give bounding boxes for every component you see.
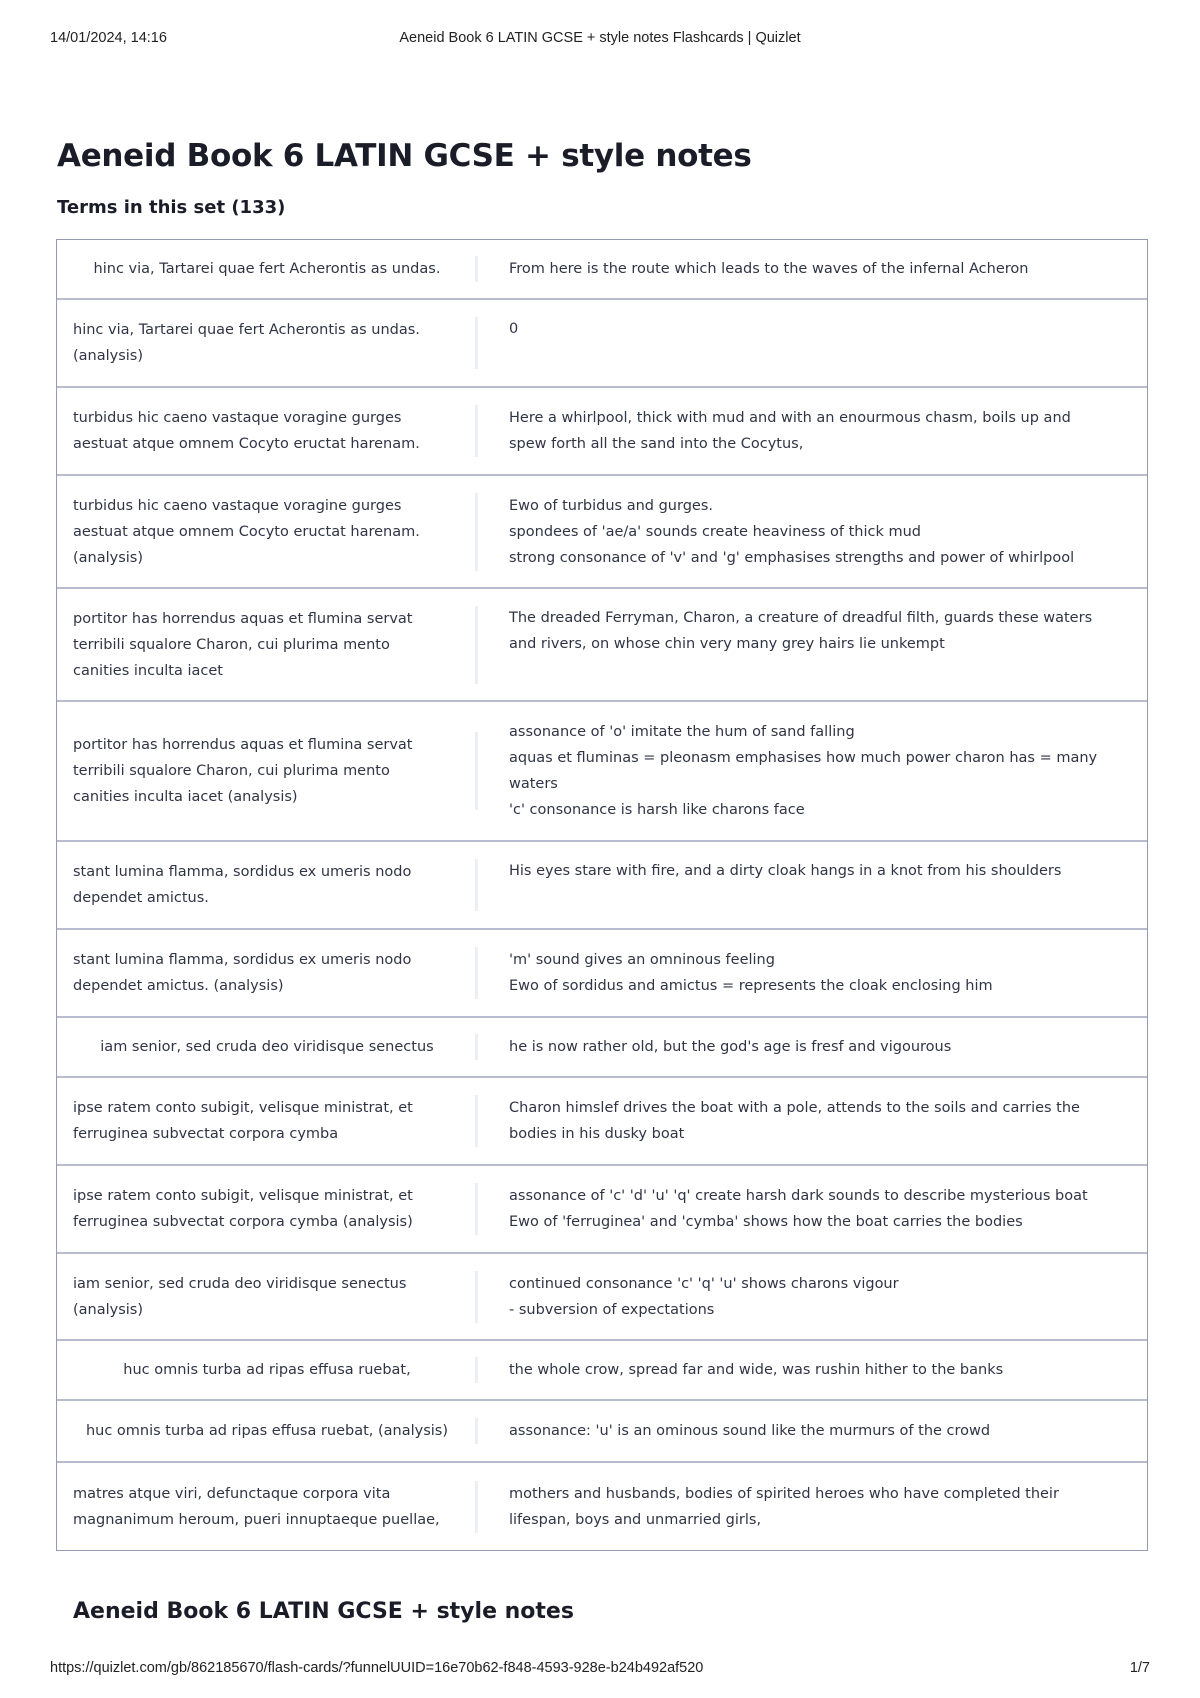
flashcard-row [57, 842, 1147, 930]
card-term: iam senior, sed cruda deo viridisque senectus (analysis) [57, 1271, 478, 1323]
card-definition: Ewo of turbidus and gurges. spondees of 'ae/a' sounds create heaviness of thick mud strong consonance of 'v' and 'g' emphasises strengths and power of whirlpool [509, 497, 1075, 566]
terms-count-heading: Terms in this set (133) [57, 197, 286, 218]
print-header [50, 30, 1150, 50]
card-definition: mothers and husbands, bodies of spirited heroes who have completed their lifespan, boys and unmarried girls, [509, 1485, 1059, 1528]
card-definition: Charon himslef drives the boat with a pole, attends to the soils and carries the bodies in his dusky boat [509, 1100, 1080, 1142]
next-section-title: Aeneid Book 6 LATIN GCSE + style notes [73, 1599, 574, 1624]
card-term: hinc via, Tartarei quae fert Acherontis as undas. (analysis) [57, 317, 478, 369]
flashcard-row [57, 1166, 1147, 1254]
card-definition: assonance: 'u' is an ominous sound like the murmurs of the crowd [509, 1423, 991, 1439]
card-definition: 0 [509, 321, 519, 337]
page-number: 1/7 [1129, 1660, 1150, 1676]
flashcard-row [57, 240, 1147, 300]
set-title: Aeneid Book 6 LATIN GCSE + style notes [57, 138, 752, 174]
card-definition: he is now rather old, but the god's age is fresf and vigourous [509, 1039, 952, 1055]
flashcard-row [57, 1463, 1147, 1550]
card-term: huc omnis turba ad ripas effusa ruebat, (analysis) [57, 1418, 478, 1444]
flashcard-list [56, 239, 1148, 1551]
flashcard-row [57, 388, 1147, 476]
flashcard-row [57, 1078, 1147, 1166]
card-term: hinc via, Tartarei quae fert Acherontis as undas. [57, 256, 478, 282]
card-term: ipse ratem conto subigit, velisque ministrat, et ferruginea subvectat corpora cymba (analysis) [57, 1183, 478, 1235]
card-definition: the whole crow, spread far and wide, was rushin hither to the banks [509, 1362, 1004, 1378]
card-term: huc omnis turba ad ripas effusa ruebat, [57, 1357, 478, 1383]
card-term: turbidus hic caeno vastaque voragine gurges aestuat atque omnem Cocyto eructat harenam. [57, 405, 478, 457]
flashcard-row [57, 702, 1147, 842]
flashcard-row [57, 1254, 1147, 1341]
print-date: 14/01/2024, 14:16 [50, 30, 167, 46]
flashcard-row [57, 930, 1147, 1018]
print-footer [50, 1660, 1150, 1680]
card-term: portitor has horrendus aquas et flumina servat terribili squalore Charon, cui plurima mento canities inculta iacet (analysis) [57, 732, 478, 810]
card-definition: 'm' sound gives an omninous feeling Ewo of sordidus and amictus = represents the cloak enclosing him [509, 952, 993, 994]
card-definition: assonance of 'o' imitate the hum of sand falling aquas et fluminas = pleonasm emphasises how much power charon has = many waters 'c' consonance is harsh like charons face [509, 724, 1098, 818]
card-term: stant lumina flamma, sordidus ex umeris nodo dependet amictus. (analysis) [57, 947, 478, 999]
card-term: turbidus hic caeno vastaque voragine gurges aestuat atque omnem Cocyto eructat harenam. (analysis) [57, 493, 478, 571]
flashcard-row [57, 476, 1147, 589]
print-url: https://quizlet.com/gb/862185670/flash-cards/?funnelUUID=16e70b62-f848-4593-928e-b24b492af520 [50, 1660, 704, 1676]
card-definition: continued consonance 'c' 'q' 'u' shows charons vigour - subversion of expectations [509, 1275, 899, 1318]
flashcard-row [57, 300, 1147, 388]
card-definition: Here a whirlpool, thick with mud and with an enourmous chasm, boils up and spew forth all the sand into the Cocytus, [509, 410, 1071, 452]
card-term: ipse ratem conto subigit, velisque ministrat, et ferruginea subvectat corpora cymba [57, 1095, 478, 1147]
flashcard-row [57, 1401, 1147, 1463]
flashcard-row [57, 1341, 1147, 1401]
card-term: stant lumina flamma, sordidus ex umeris nodo dependet amictus. [57, 859, 478, 911]
card-term: portitor has horrendus aquas et flumina servat terribili squalore Charon, cui plurima mento canities inculta iacet [57, 606, 478, 684]
card-definition: The dreaded Ferryman, Charon, a creature of dreadful filth, guards these waters and rivers, on whose chin very many grey hairs lie unkempt [509, 610, 1093, 652]
flashcard-row [57, 589, 1147, 702]
card-definition: assonance of 'c' 'd' 'u' 'q' create harsh dark sounds to describe mysterious boat Ewo of 'ferruginea' and 'cymba' shows how the boat carries the bodies [509, 1188, 1088, 1230]
card-term: iam senior, sed cruda deo viridisque senectus [57, 1034, 478, 1060]
card-definition: From here is the route which leads to the waves of the infernal Acheron [509, 261, 1029, 277]
card-definition: His eyes stare with fire, and a dirty cloak hangs in a knot from his shoulders [509, 863, 1062, 879]
card-term: matres atque viri, defunctaque corpora vita magnanimum heroum, pueri innuptaeque puellae, [57, 1481, 478, 1533]
flashcard-row [57, 1018, 1147, 1078]
print-document-title: Aeneid Book 6 LATIN GCSE + style notes Flashcards | Quizlet [399, 30, 801, 46]
